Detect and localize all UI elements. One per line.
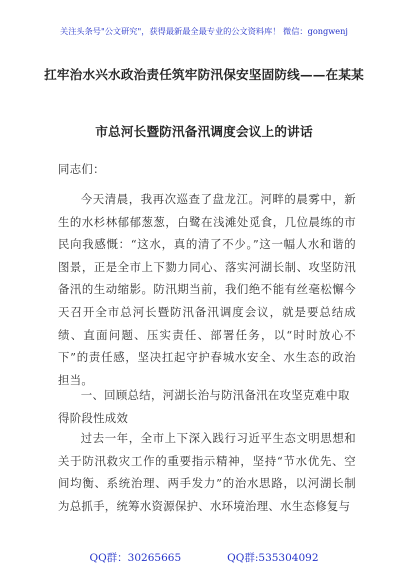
- footer-qq-group-2: QQ群:535304092: [227, 552, 319, 564]
- footer-qq-group-1: QQ群：30265665: [89, 552, 182, 564]
- document-title-line-1: 扛牢治水兴水政治责任筑牢防汛保安坚固防线——在某某: [44, 67, 364, 82]
- paragraph-2: 过去一年，全市上下深入践行习近平生态文明思想和关于防汛救灾工作的重要指示精神，坚持“节水优先、空间均衡、系统治理、两手发力”的治水思路，以河湖长制为总抓手，统筹水资源保护、水环境治理、水生态修复与: [58, 431, 356, 513]
- document-title-line-2: 市总河长暨防汛备汛调度会议上的讲话: [95, 124, 313, 139]
- section-heading-1: 一、回顾总结，河湖长治与防汛备汛在攻坚克难中取得阶段性成效: [58, 388, 350, 425]
- greeting: 同志们：: [58, 162, 105, 176]
- paragraph-1: 今天清晨，我再次巡查了盘龙江。河畔的晨雾中，新生的水杉林郁郁葱葱，白鹭在浅滩处觅食，几位晨练的市民向我感慨：“这水，真的清了不少。”这一幅人水和谐的图景，正是全市上下勠力同心、落实河湖长制、攻坚防汛备汛的生动缩影。防汛期当前，我们绝不能有丝毫松懈今天召开全市总河长暨防汛备汛调度会议，就是要总结成绩、直面问题、压实责任、部署任务，以“时时放心不下”的责任感，坚决扛起守护春城水安全、水生态的政治担当。: [58, 192, 356, 387]
- footer: [0, 550, 408, 565]
- header-promo-text: 关注头条号"公文研究"，获得最新最全最专业的公文资料库！ 微信：gongwenj: [60, 26, 348, 36]
